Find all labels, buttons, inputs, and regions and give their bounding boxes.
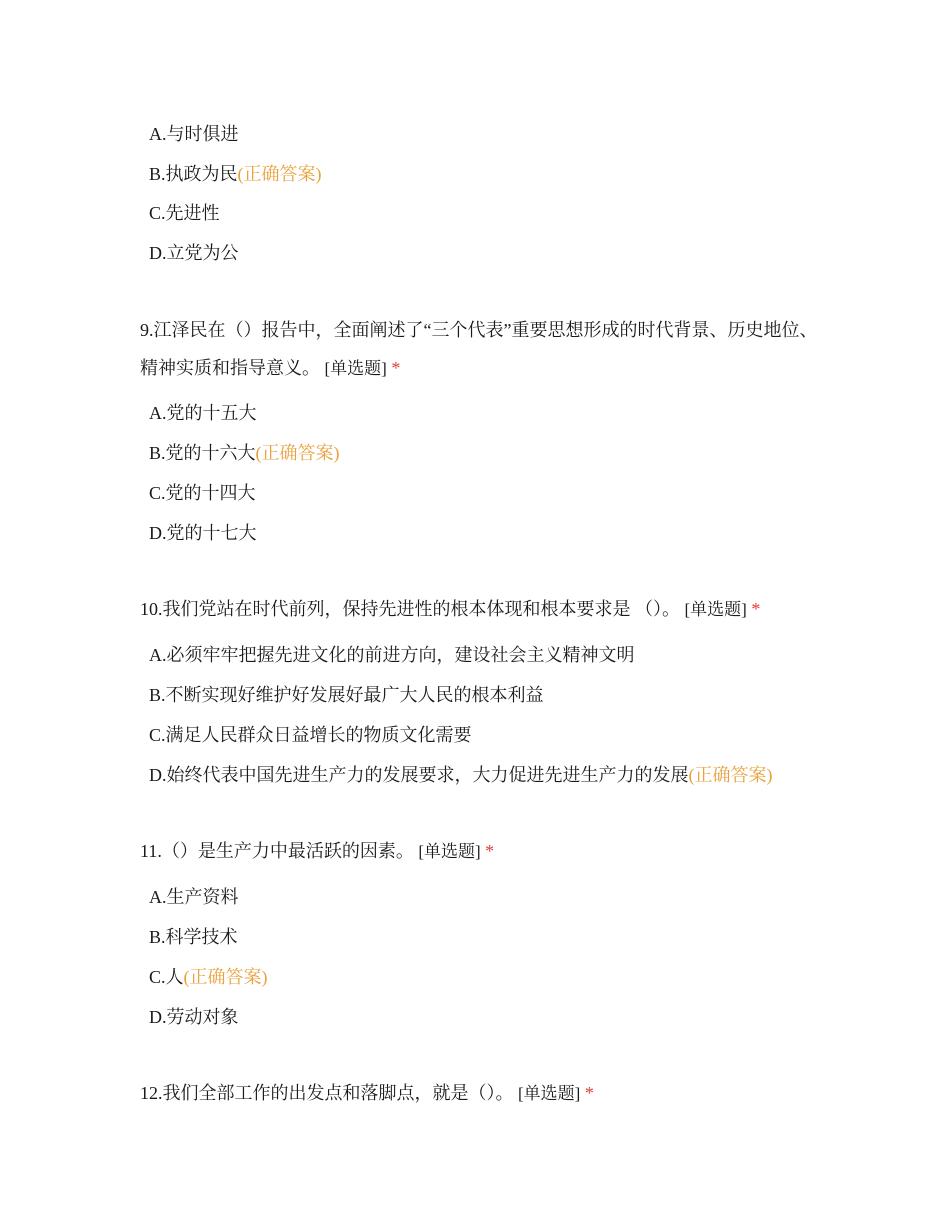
q11-option-b: B.科学技术 [149,927,238,947]
question-text: 10.我们党站在时代前列，保持先进性的根本体现和根本要求是 （）。 [140,599,680,619]
correct-answer-marker: (正确答案) [183,967,268,987]
q9-option-b: B.党的十六大(正确答案) [149,443,340,463]
q11-option-c: C.人(正确答案) [149,967,268,987]
q10-option-a: A.必须牢牢把握先进文化的前进方向，建设社会主义精神文明 [149,645,635,665]
q10-option-b: B.不断实现好维护好发展好最广大人民的根本利益 [149,685,544,705]
question-9 [140,311,820,388]
question-type-tag: [单选题] [418,842,481,861]
correct-answer-marker: (正确答案) [255,443,340,463]
q9-option-d: D.党的十七大 [149,523,257,543]
q8-option-c: C.先进性 [149,203,220,223]
q10-option-c: C.满足人民群众日益增长的物质文化需要 [149,725,472,745]
q11-option-a: A.生产资料 [149,887,239,907]
question-text: 9.江泽民在（）报告中，全面阐述了“三个代表”重要思想形成的时代背景、历史地位、精神实质和指导意义。 [140,320,818,378]
q8-option-a: A.与时俱进 [149,124,239,144]
question-type-tag: [单选题] [518,1084,581,1103]
question-text: 12.我们全部工作的出发点和落脚点，就是（）。 [140,1083,514,1103]
question-type-tag: [单选题] [684,600,747,619]
q8-option-d: D.立党为公 [149,243,239,263]
q9-option-a: A.党的十五大 [149,403,257,423]
q8-option-b: B.执政为民(正确答案) [149,164,322,184]
required-marker: * [751,599,761,619]
q10-option-d: D.始终代表中国先进生产力的发展要求，大力促进先进生产力的发展(正确答案) [149,765,773,785]
q11-option-d: D.劳动对象 [149,1007,239,1027]
required-marker: * [485,841,495,861]
question-text: 11.（）是生产力中最活跃的因素。 [140,841,414,861]
required-marker: * [584,1083,594,1103]
q9-option-c: C.党的十四大 [149,483,256,503]
correct-answer-marker: (正确答案) [237,164,322,184]
correct-answer-marker: (正确答案) [688,765,773,785]
question-type-tag: [单选题] [324,359,387,378]
required-marker: * [391,358,401,378]
question-11 [140,832,820,871]
question-12 [140,1074,820,1113]
question-10 [140,590,820,629]
